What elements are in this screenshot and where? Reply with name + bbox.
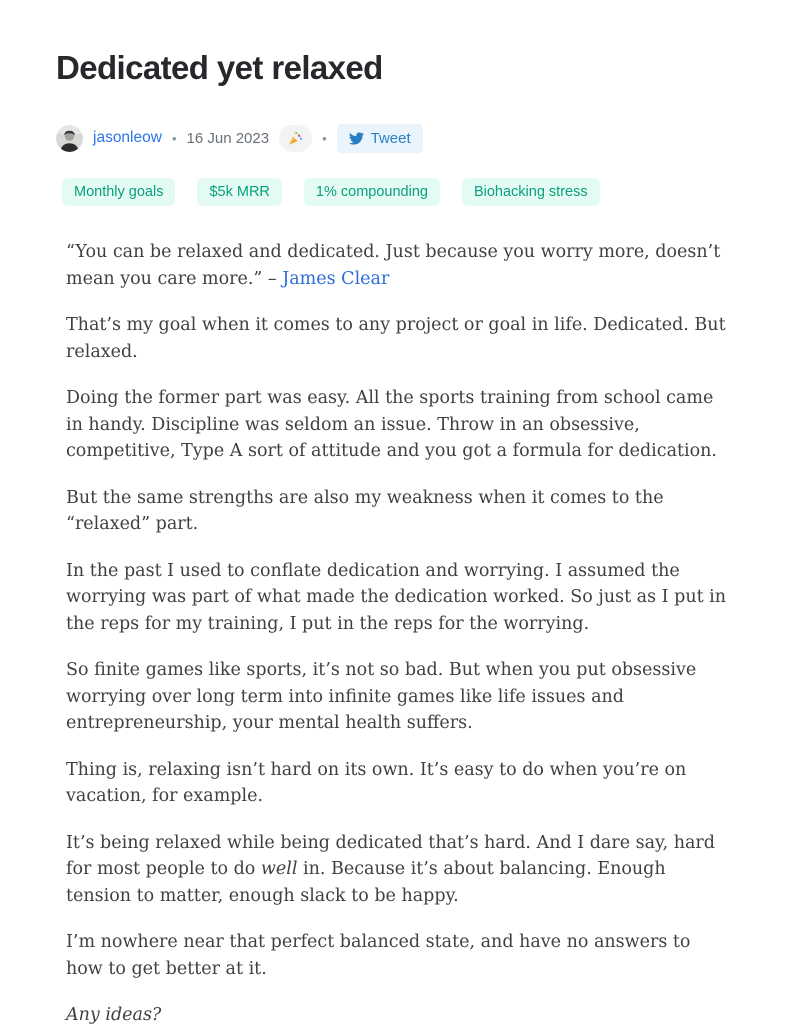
- tag-pill[interactable]: Biohacking stress: [462, 178, 600, 206]
- tag-pill[interactable]: $5k MRR: [197, 178, 281, 206]
- paragraph: [66, 385, 728, 465]
- twitter-bird-icon: [349, 132, 364, 145]
- emphasis-text: Any ideas?: [66, 1005, 162, 1026]
- paragraph: [66, 1002, 728, 1029]
- meta-separator-dot: •: [322, 130, 327, 146]
- tweet-button[interactable]: [337, 124, 423, 153]
- page-title: Dedicated yet relaxed: [56, 49, 383, 86]
- paragraph: [66, 558, 728, 638]
- tag-pill[interactable]: Monthly goals: [62, 178, 175, 206]
- tag-pill[interactable]: 1% compounding: [304, 178, 440, 206]
- text-segment: in. Because it’s about balancing. Enough tension to matter, enough slack to be happy.: [66, 859, 666, 906]
- meta-separator-dot: •: [171, 130, 177, 146]
- tweet-button-label: Tweet: [370, 129, 411, 147]
- emphasis-text: well: [260, 859, 298, 880]
- paragraph: [66, 830, 728, 910]
- text-segment: In the past I used to conflate dedication and worrying. I assumed the worrying was part of what made the dedication worked. So just as I put in the reps for my training, I put in the reps for the worrying.: [66, 560, 727, 634]
- author-link[interactable]: jasonleow: [93, 129, 162, 147]
- paragraph: [66, 657, 728, 737]
- text-segment: I’m nowhere near that perfect balanced state, and have no answers to how to get better at it.: [66, 932, 691, 979]
- text-segment: So finite games like sports, it’s not so bad. But when you put obsessive worrying over long term into infinite games like life issues and entrepreneurship, your mental health suffers.: [66, 660, 697, 734]
- inline-link[interactable]: James Clear: [282, 268, 390, 289]
- avatar[interactable]: [56, 125, 83, 152]
- tags-row: [62, 178, 736, 206]
- text-segment: It’s being relaxed while being dedicated that’s hard. And I dare say, hard for most people to do: [66, 832, 716, 880]
- text-segment: Thing is, relaxing isn’t hard on its own. It’s easy to do when you’re on vacation, for example.: [66, 759, 687, 807]
- text-segment: Doing the former part was easy. All the sports training from school came in handy. Discipline was seldom an issue. Throw in an obsessive, competitive, Type A sort of attitude and you got a formula for dedication.: [66, 388, 717, 462]
- paragraph: [66, 929, 728, 982]
- paragraph: [66, 757, 728, 810]
- text-segment: That’s my goal when it comes to any project or goal in life. Dedicated. But relaxed.: [66, 315, 726, 362]
- paragraph: [66, 239, 728, 292]
- text-segment: “You can be relaxed and dedicated. Just because you worry more, doesn’t mean you care more.” –: [66, 242, 721, 289]
- text-segment: But the same strengths are also my weakness when it comes to the “relaxed” part.: [66, 487, 664, 535]
- paragraph: [66, 485, 728, 538]
- post-meta-row: [56, 123, 736, 153]
- party-popper-icon: [288, 131, 303, 146]
- post-date: 16 Jun 2023: [186, 129, 270, 147]
- paragraph: [66, 312, 728, 365]
- article-body: [66, 239, 728, 1029]
- avatar-photo: [56, 125, 83, 152]
- mood-emoji-badge: [279, 125, 312, 152]
